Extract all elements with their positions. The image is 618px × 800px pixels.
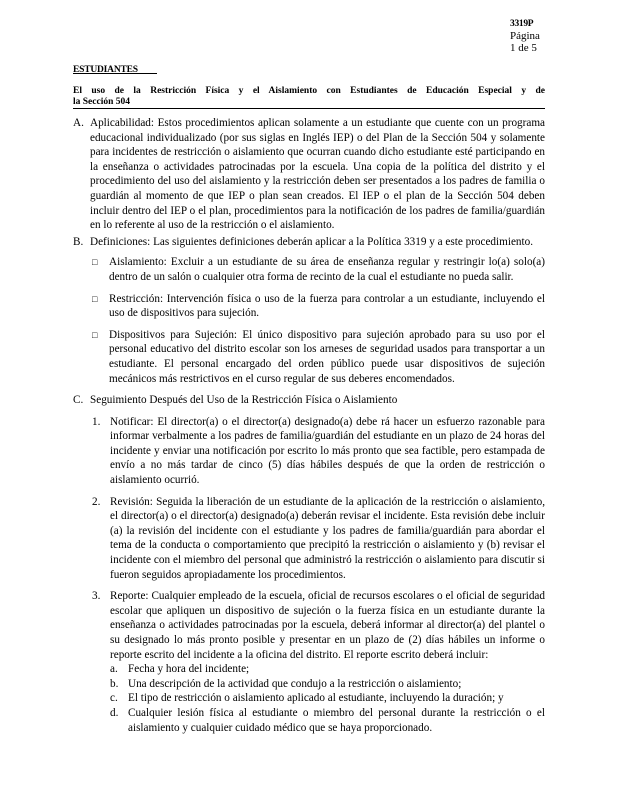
definition-text: Restricción: Intervención física o uso de la fuerza para controlar a un estudiante, incluyendo el uso de dispositivos para sujeción. (109, 292, 545, 320)
item-number: 3. (92, 590, 101, 603)
document-title-line1: El uso de la Restricción Física y el Aislamiento con Estudiantes de Educación Especial y de (73, 86, 545, 96)
numbered-item (73, 589, 545, 735)
item-text: Fecha y hora del incidente; (128, 663, 250, 676)
item-text: Revisión: Seguida la liberación de un estudiante de la aplicación de la restricción o aislamiento, el director(a) o el director(a) designado(a) deberán revisar el incidente. Esta revisión debe incluir (a) la revisión del incidente con el estudiante y los padres de familia/guardián para abordar el tema de la conducta o comportamiento que precipitó la restricción o aislamiento y (b) revisar el incidente con el miembro del personal que administró la restricción o aislamiento para discutir si fueron seguidos apropiadamente los procedimientos. (110, 495, 545, 581)
numbered-item (73, 415, 545, 488)
definition-text: Aislamiento: Excluir a un estudiante de su área de enseñanza regular y restringir lo(a) solo(a) dentro de un salón o cualquier otra forma de recinto de la cual el estudiante no pueda salir. (109, 256, 545, 283)
section-a (73, 116, 545, 233)
item-text: Notificar: El director(a) o el director(a) designado(a) debe rá hacer un esfuerzo razonable para informar verbalmente a los padres de familia/guardián del estudiante en un plazo de 24 horas del incidente y enviar una notificación por escrito lo más pronto que sea factible, pero estampada de envío a no más tardar de cinco (5) días hábiles después de que la orden de restricción o aislamiento ocurrió. (110, 415, 545, 487)
numbered-item (73, 495, 545, 583)
lettered-item (110, 662, 545, 677)
lettered-item (110, 691, 545, 706)
item-letter: a. (110, 663, 118, 676)
section-c-label: C. (73, 394, 84, 407)
checkbox-bullet-icon: □ (92, 329, 98, 340)
item-letter: c. (110, 692, 118, 705)
section-c-text: Seguimiento Después del Uso de la Restricción Física o Aislamiento (90, 394, 398, 407)
page-number: 1 de 5 (510, 42, 537, 54)
section-b-label: B. (73, 235, 84, 248)
item-number: 1. (92, 415, 101, 428)
item-text: Reporte: Cualquier empleado de la escuela, oficial de recursos escolares o el oficial de seguridad escolar que apliquen un dispositivo de sujeción o la fuerza física en un estudiante durante la enseñanza o actividades patrocinadas por la escuela, deberá informar al director(a) del plantel o su designado lo más pronto posible y presentar en un plazo de (2) días hábiles un informe o reporte escrito del incidente a la oficina del distrito. El reporte escrito deberá incluir: (110, 590, 545, 661)
checkbox-bullet-icon: □ (92, 257, 98, 268)
definition-restriccion (73, 292, 545, 321)
section-a-label: A. (73, 117, 84, 129)
section-heading: ESTUDIANTES (73, 65, 138, 75)
item-letter: b. (110, 677, 119, 690)
section-b-text: Definiciones: Las siguientes definiciones deberán aplicar a la Política 3319 y a este procedimiento. (90, 235, 533, 248)
policy-code: 3319P (510, 19, 534, 29)
section-underline (73, 73, 157, 74)
title-underline (73, 108, 545, 109)
definition-dispositivos (73, 328, 545, 386)
item-text: Cualquier lesión física al estudiante o miembro del personal durante la restricción o el aislamiento y cualquier cuidado médico que se haya proporcionado. (128, 706, 545, 734)
section-a-text: Aplicabilidad: Estos procedimientos aplican solamente a un estudiante que cuente con un programa educacional individualizado (por sus siglas en Inglés IEP) o del Plan de la Sección 504 y solamente para incidentes de restricción o aislamiento que ocurran cuando dicho estudiante esté participando en la enseñanza o actividades patrocinadas por la escuela. Una copia de la política del distrito y el procedimiento del uso del aislamiento y la restricción deben ser presentados a los padres de familia o guardián al momento de que IEP o plan sean creados. El IEP o el plan de la Sección 504 deben incluir dentro del IEP o el plan, procedimientos para la notificación de los padres de familia/guardián en lo referente al uso de la restricción o el aislamiento. (90, 117, 545, 232)
definition-text: Dispositivos para Sujeción: El único dispositivo para sujeción aprobado para su uso por el personal educativo del distrito escolar son los arneses de seguridad usados para transportar a un estudiante. El personal encargado del orden público puede usar dispositivos de sujeción mecánicos más restrictivos en el curso regular de sus deberes encomendados. (109, 328, 545, 385)
item-text: El tipo de restricción o aislamiento aplicado al estudiante, incluyendo la duración; y (128, 692, 504, 705)
item-number: 2. (92, 495, 101, 508)
item-letter: d. (110, 706, 119, 719)
page-header (510, 18, 610, 54)
definition-aislamiento (73, 255, 545, 284)
lettered-item (110, 677, 545, 692)
item-text: Una descripción de la actividad que condujo a la restricción o aislamiento; (128, 677, 462, 690)
section-b (73, 235, 545, 250)
document-body (73, 116, 545, 742)
section-c (73, 393, 545, 408)
lettered-item (110, 706, 545, 735)
document-title-line2: la Sección 504 (73, 97, 130, 107)
checkbox-bullet-icon: □ (92, 293, 98, 304)
page-label: Página (510, 30, 540, 42)
